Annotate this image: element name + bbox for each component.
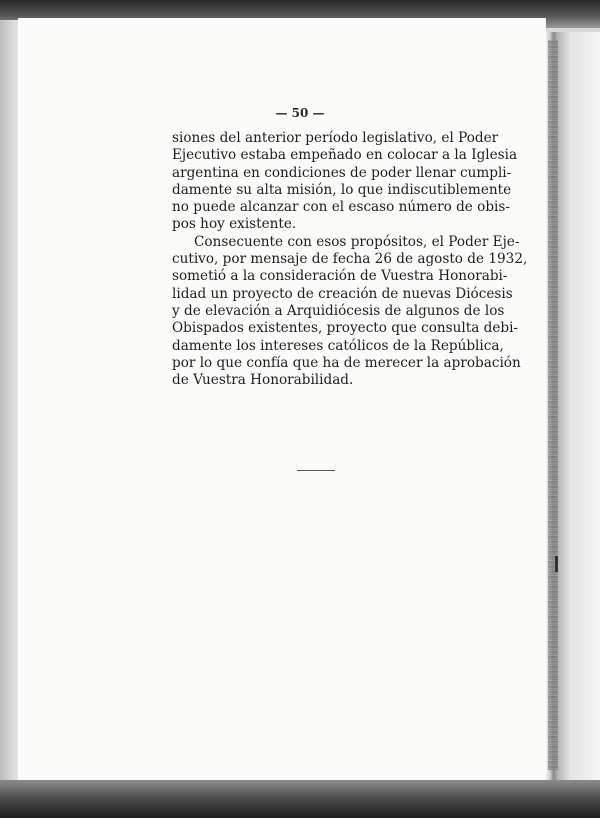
section-divider [297,470,335,471]
text-line: sometió a la consideración de Vuestra Honorabi- [172,268,508,285]
body-text [172,130,528,389]
text-line: y de elevación a Arquidiócesis de algunos de los [172,302,505,319]
text-line: Ejecutivo estaba empeñado en colocar a la Iglesia [172,147,518,164]
page-number: — 50 — [275,106,325,120]
text-line: pos hoy existente. [172,216,297,233]
page-stack-edge [548,40,558,770]
text-line: por lo que confía que ha de merecer la aprobación [172,354,521,371]
edge-mark [555,556,558,572]
text-line: damente los intereses católicos de la República, [172,337,504,354]
text-line: de Vuestra Honorabilidad. [172,372,354,389]
text-line: cutivo, por mensaje de fecha 26 de agosto de 1932, [172,251,528,268]
text-line: lidad un proyecto de creación de nuevas Diócesis [172,285,513,302]
paragraph-2 [172,233,528,390]
scan-bottom-shadow [0,780,600,818]
paragraph-1 [172,130,518,234]
text-line: siones del anterior período legislativo, el Poder [172,130,499,146]
text-line: no puede alcanzar con el escaso número de obis- [172,199,510,216]
text-line: Obispados existentes, proyecto que consulta debi- [172,320,519,337]
text-line: damente su alta misión, lo que indiscutiblemente [172,181,512,198]
text-line: argentina en condiciones de poder llenar cumpli- [172,164,512,181]
text-line: Consecuente con esos propósitos, el Poder Eje- [194,233,520,250]
